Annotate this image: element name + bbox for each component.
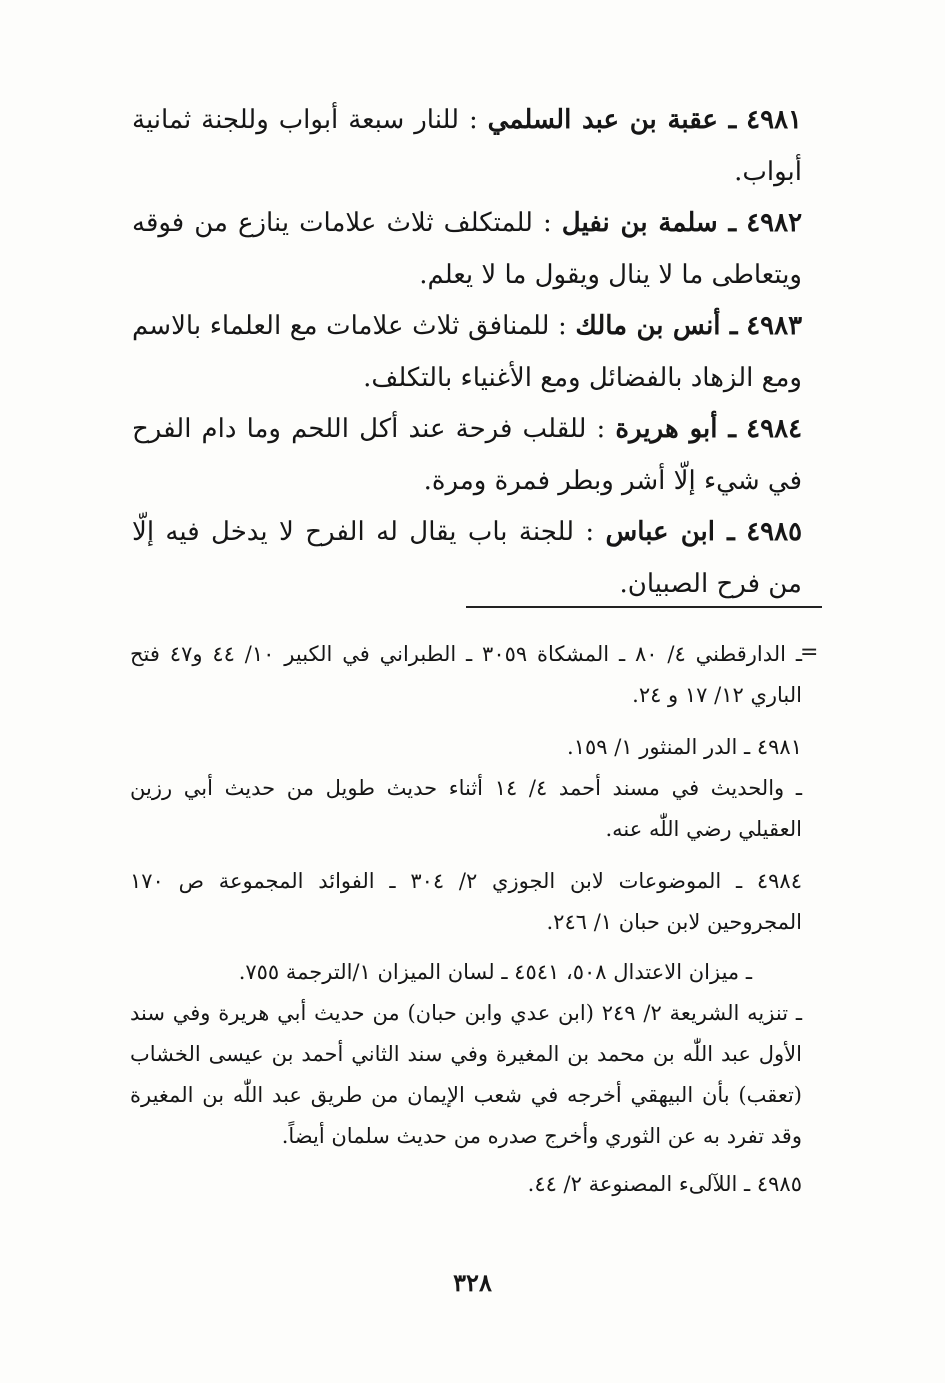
page-number: ٣٢٨ — [453, 1268, 492, 1297]
continuation-mark: = — [800, 640, 819, 665]
entry-4981 — [132, 94, 802, 198]
entry-number: ٤٩٨٣ — [746, 311, 803, 341]
entry-number: ٤٩٨٢ — [746, 208, 803, 238]
entry-narrator: ـ ابن عباس — [605, 517, 735, 547]
entry-narrator: ـ عقبة بن عبد السلمي — [487, 105, 737, 135]
entry-4982 — [132, 197, 802, 301]
footnote-4984: ٤٩٨٤ ـ الموضوعات لابن الجوزي ٢/ ٣٠٤ ـ الفوائد المجموعة ص ١٧٠ المجروحين لابن حبان ١/ ٢٤٦. — [130, 869, 802, 934]
footnote-separator — [466, 606, 822, 608]
entry-number: ٤٩٨٥ — [746, 517, 803, 547]
entry-narrator: ـ أنس بن مالك — [575, 311, 738, 341]
entry-text: : للمنافق ثلاث علامات مع العلماء بالاسم ومع الزهاد بالفضائل ومع الأغنياء بالتكلف. — [132, 311, 802, 393]
footnote-mizan: ـ ميزان الاعتدال ٥٠٨، ٤٥٤١ ـ لسان الميزان ١/الترجمة ٧٥٥. — [238, 960, 752, 984]
footnote-4981: ٤٩٨١ ـ الدر المنثور ١/ ١٥٩. — [567, 735, 802, 759]
entry-narrator: ـ أبو هريرة — [615, 414, 737, 444]
entry-text: : للقلب فرحة عند أكل اللحم وما دام الفرح في شيء إلّا أشر وبطر فمرة ومرة. — [132, 414, 802, 496]
entry-narrator: ـ سلمة بن نفيل — [561, 208, 737, 238]
entry-4983 — [132, 300, 802, 404]
entry-number: ٤٩٨١ — [746, 105, 803, 135]
entry-text: : للمتكلف ثلاث علامات ينازع من فوقه ويتعاطى ما لا ينال ويقول ما لا يعلم. — [132, 208, 802, 290]
footnote-continued: ـ الدارقطني ٤/ ٨٠ ـ المشكاة ٣٠٥٩ ـ الطبراني في الكبير ١٠/ ٤٤ و٤٧ فتح الباري ١٢/ ١٧ و ٢٤. — [130, 642, 802, 707]
entry-text: : للجنة باب يقال له الفرح لا يدخل فيه إلّا من فرح الصبيان. — [132, 517, 802, 599]
entry-4985 — [132, 506, 802, 610]
entry-4984 — [132, 403, 802, 507]
footnote-tanzih: ـ تنزيه الشريعة ٢/ ٢٤٩ (ابن عدي وابن حبان) من حديث أبي هريرة وفي سند الأول عبد اللّٰه بن محمد بن المغيرة وفي سند الثاني أحمد بن عيسى الخشاب (تعقب) بأن البيهقي أخرجه في شعب الإيمان من طريق عبد اللّٰه بن المغيرة وقد تفرد به عن الثوري وأخرج صدره من حديث سلمان أيضاً. — [130, 1001, 802, 1148]
entry-number: ٤٩٨٤ — [746, 414, 803, 444]
entry-text: : للنار سبعة أبواب وللجنة ثمانية أبواب. — [132, 105, 802, 187]
footnote-4985: ٤٩٨٥ ـ اللآلىء المصنوعة ٢/ ٤٤. — [527, 1172, 802, 1196]
footnote-hadith: ـ والحديث في مسند أحمد ٤/ ١٤ أثناء حديث طويل من حديث أبي رزين العقيلي رضي اللّٰه عنه. — [130, 776, 802, 841]
